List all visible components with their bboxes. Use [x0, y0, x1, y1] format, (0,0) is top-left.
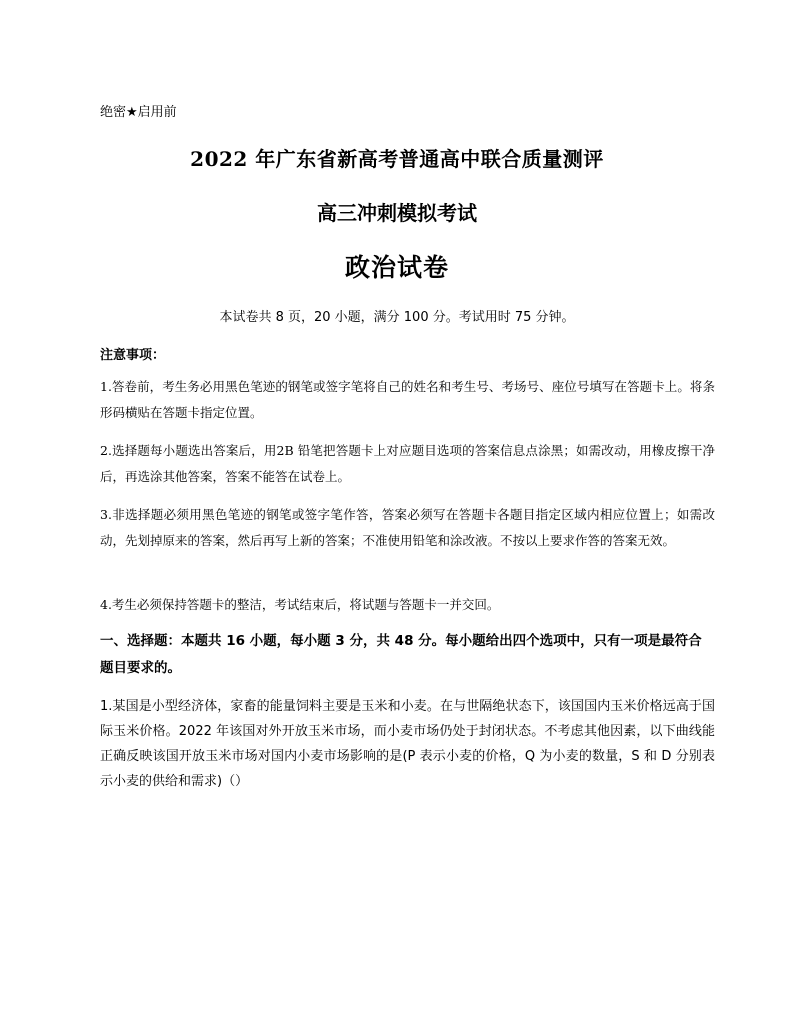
- section-heading: 一、选择题：本题共 16 小题，每小题 3 分，共 48 分。每小题给出四个选项中，只有一项是最符合题目要求的。: [100, 633, 702, 676]
- notice-item-1: 1.答卷前，考生务必用黑色笔迹的钢笔或签字笔将自己的姓名和考生号、考场号、座位号填写在答题卡上。将条形码横贴在答题卡指定位置。: [100, 379, 715, 420]
- exam-title: 2022 年广东省新高考普通高中联合质量测评: [190, 147, 604, 171]
- notice-item-3: 3.非选择题必须用黑色笔迹的钢笔或签字笔作答，答案必须写在答题卡各题目指定区域内相应位置上；如需改动，先划掉原来的答案，然后再写上新的答案；不准使用铅笔和涂改液。不按以上要求作答的答案无效。: [100, 507, 715, 548]
- question-1: 1.某国是小型经济体，家畜的能量饲料主要是玉米和小麦。在与世隔绝状态下，该国国内玉米价格远高于国际玉米价格。2022 年该国对外开放玉米市场，而小麦市场仍处于封闭状态。不考虑其他因素，以下曲线能正确反映该国开放玉米市场对国内小麦市场影响的是(P 表示小麦的价格，Q 为小麦的数量，S 和 D 分别表示小麦的供给和需求)（）: [100, 699, 715, 789]
- notice-heading: 注意事项：: [100, 348, 166, 363]
- notice-item-2: 2.选择题每小题选出答案后，用2B 铅笔把答题卡上对应题目选项的答案信息点涂黑；如需改动，用橡皮擦干净后，再选涂其他答案，答案不能答在试卷上。: [100, 443, 715, 484]
- subject-title: 政治试卷: [344, 253, 449, 282]
- confidential-label: 绝密★启用前: [100, 105, 177, 120]
- exam-info: 本试卷共 8 页，20 小题，满分 100 分。考试用时 75 分钟。: [219, 310, 575, 325]
- notice-item-4: 4.考生必须保持答题卡的整洁，考试结束后，将试题与答题卡一并交回。: [100, 597, 500, 612]
- exam-subtitle: 高三冲刺模拟考试: [317, 201, 477, 225]
